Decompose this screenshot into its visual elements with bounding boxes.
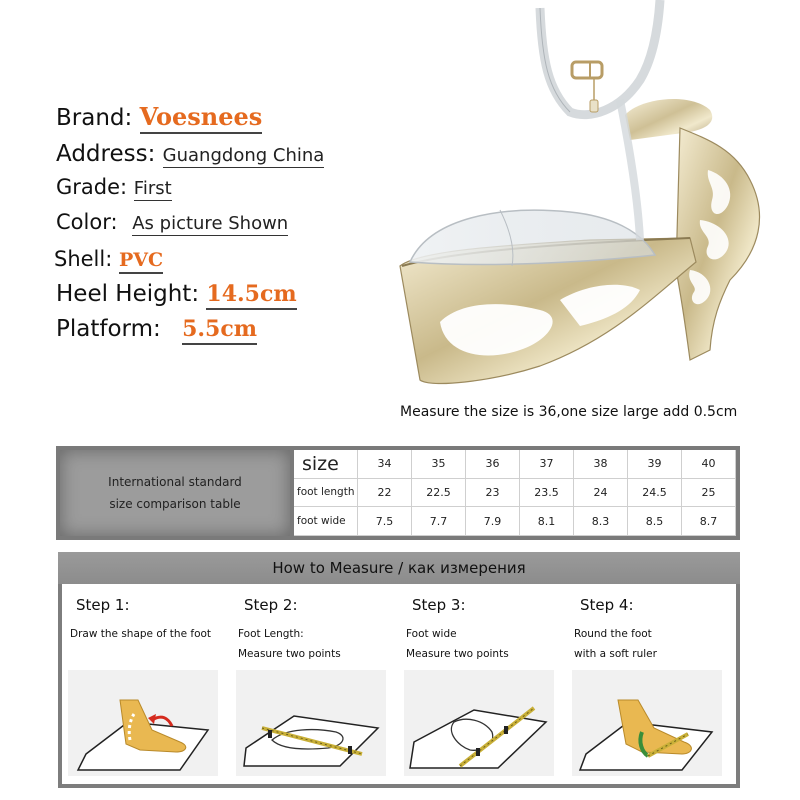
size-table-label xyxy=(60,450,290,536)
spec-label: Shell: xyxy=(54,247,113,271)
table-cell: 8.3 xyxy=(574,507,628,536)
step-line: Measure two points xyxy=(238,648,341,660)
step-line: Measure two points xyxy=(406,648,509,660)
step-line: Draw the shape of the foot xyxy=(70,628,212,640)
table-cell: 40 xyxy=(682,450,736,479)
row-head-foot-wide: foot wide xyxy=(294,507,358,536)
platform-value: 5.5cm xyxy=(182,316,257,345)
table-cell: 23.5 xyxy=(520,479,574,508)
row-head-size: size xyxy=(294,450,358,479)
table-cell: 22 xyxy=(358,479,412,508)
spec-label: Grade: xyxy=(56,175,128,199)
table-cell: 22.5 xyxy=(412,479,466,508)
draw-foot-outline-illustration xyxy=(68,670,218,776)
step-4 xyxy=(566,584,734,784)
spec-label: Platform: xyxy=(56,316,161,342)
table-cell: 7.9 xyxy=(466,507,520,536)
how-to-measure-section xyxy=(58,552,740,788)
table-cell: 37 xyxy=(520,450,574,479)
step-3 xyxy=(398,584,566,784)
spec-brand xyxy=(56,102,262,131)
step-2 xyxy=(230,584,398,784)
how-to-measure-title: How to Measure / как измерения xyxy=(58,552,740,584)
spec-platform xyxy=(56,316,257,342)
spec-shell xyxy=(54,247,163,271)
step-title: Step 2: xyxy=(244,596,298,614)
table-cell: 38 xyxy=(574,450,628,479)
row-head-foot-length: foot length xyxy=(294,479,358,508)
shell-value: PVC xyxy=(119,249,163,274)
step-line: Foot Length: xyxy=(238,628,304,640)
address-value: Guangdong China xyxy=(162,145,325,166)
spec-heel-height xyxy=(56,281,297,307)
step-title: Step 4: xyxy=(580,596,634,614)
size-note: Measure the size is 36,one size large add 0.5cm xyxy=(400,404,738,420)
step-line: with a soft ruler xyxy=(574,648,657,660)
table-cell: 8.1 xyxy=(520,507,574,536)
step-1 xyxy=(62,584,230,784)
table-cell: 36 xyxy=(466,450,520,479)
foot-length-illustration xyxy=(236,670,386,776)
table-cell: 7.7 xyxy=(412,507,466,536)
size-grid xyxy=(294,450,736,536)
color-value: As picture Shown xyxy=(132,213,289,234)
table-cell: 35 xyxy=(412,450,466,479)
size-table-label-line: size comparison table xyxy=(109,497,241,511)
foot-width-illustration xyxy=(404,670,554,776)
spec-label: Address: xyxy=(56,141,156,167)
step-title: Step 3: xyxy=(412,596,466,614)
heel-height-value: 14.5cm xyxy=(206,281,296,310)
sandal-product-image xyxy=(390,0,790,400)
table-cell: 24.5 xyxy=(628,479,682,508)
spec-address xyxy=(56,141,324,167)
grade-value: First xyxy=(133,178,172,199)
size-table-label-line: International standard xyxy=(108,475,242,489)
step-line: Foot wide xyxy=(406,628,457,640)
step-title: Step 1: xyxy=(76,596,130,614)
spec-label: Brand: xyxy=(56,105,133,131)
table-cell: 8.5 xyxy=(628,507,682,536)
soft-ruler-illustration xyxy=(572,670,722,776)
size-comparison-table xyxy=(56,446,740,540)
spec-grade xyxy=(56,175,172,199)
table-cell: 23 xyxy=(466,479,520,508)
table-cell: 39 xyxy=(628,450,682,479)
table-cell: 7.5 xyxy=(358,507,412,536)
table-cell: 25 xyxy=(682,479,736,508)
steps-panel xyxy=(62,584,736,784)
spec-label: Color: xyxy=(56,210,118,234)
table-cell: 8.7 xyxy=(682,507,736,536)
spec-label: Heel Height: xyxy=(56,281,200,307)
brand-value: Voesnees xyxy=(140,102,263,134)
table-cell: 24 xyxy=(574,479,628,508)
table-cell: 34 xyxy=(358,450,412,479)
step-line: Round the foot xyxy=(574,628,652,640)
spec-color xyxy=(56,210,288,234)
